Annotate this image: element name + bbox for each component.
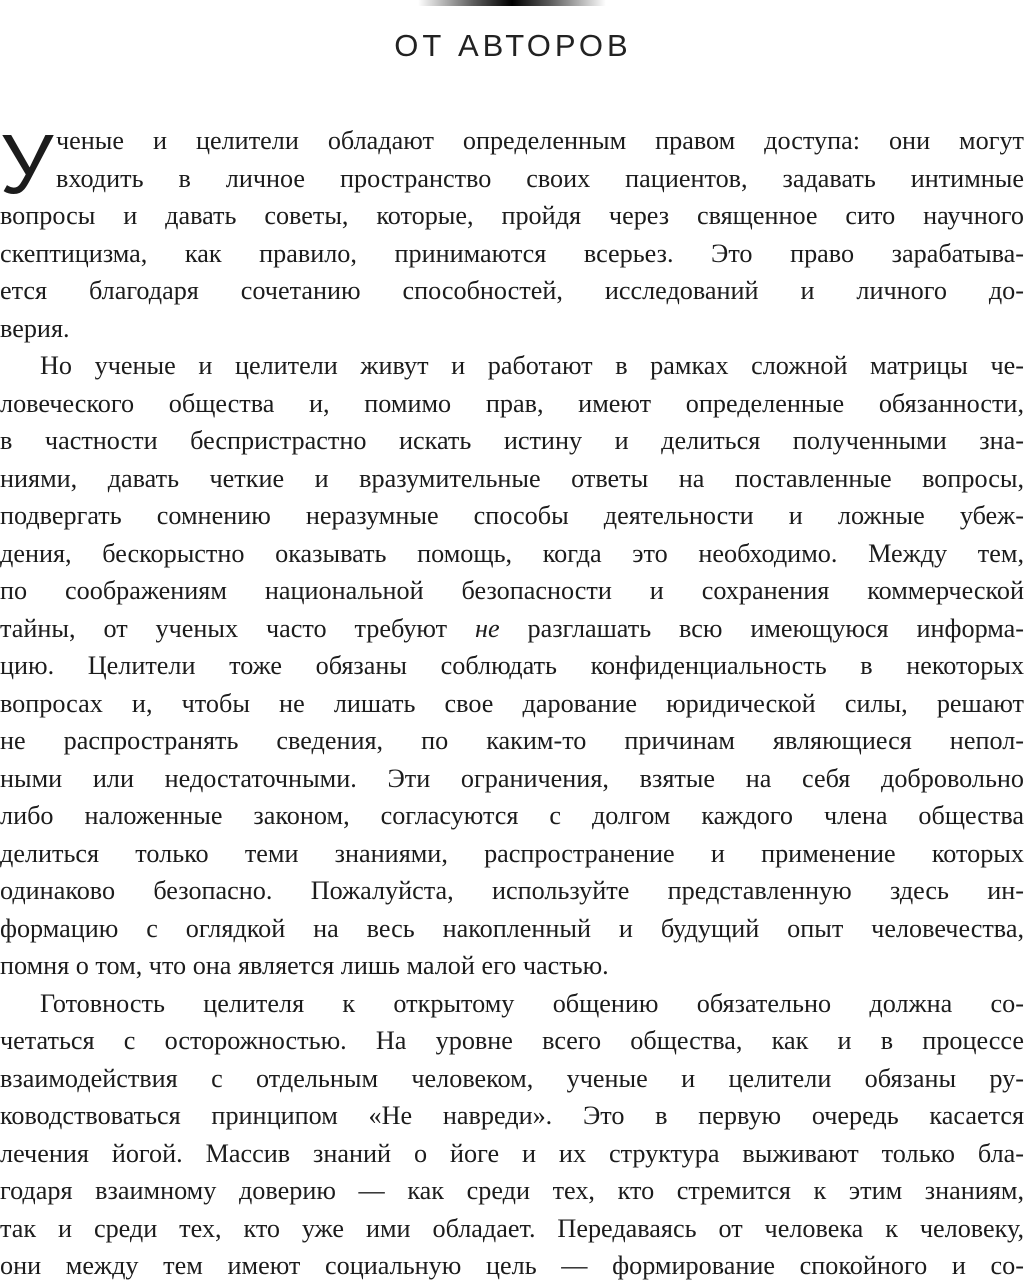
text-line: помня о том, что она является лишь малой его частью. — [0, 951, 609, 980]
text-line: так и среди тех, кто уже ими обладает. Передаваясь от человека к человеку, — [0, 1213, 1024, 1243]
text-line: вопросах и, чтобы не лишать свое дарование юридической силы, решают — [0, 688, 1024, 718]
text-line: скептицизма, как правило, принимаются всерьез. Это право зарабатыва- — [0, 238, 1024, 268]
emphasized-word: не — [474, 613, 500, 643]
body-text — [0, 117, 1024, 1285]
text-line: вопросы и давать советы, которые, пройдя через священное сито научного — [0, 201, 1024, 230]
text-line: они между тем имеют социальную цель — формирование спокойного и со- — [0, 1251, 1024, 1280]
text-line: ными или недостаточными. Эти ограничения, взятые на себя добровольно — [0, 763, 1024, 793]
text-line: четаться с осторожностью. На уровне всего общества, как и в процессе — [0, 1026, 1024, 1055]
text-line: либо наложенные законом, согласуются с долгом каждого члена общества — [0, 801, 1024, 830]
paragraph-1 — [0, 117, 1024, 347]
text-segment: разглашать всю имеющуюся информа- — [499, 613, 1024, 643]
text-line: Готовность целителя к открытому общению обязательно должна со- — [40, 988, 1024, 1018]
top-decorative-bar — [418, 0, 606, 6]
text-segment: тайны, от ученых часто требуют — [0, 613, 475, 643]
text-line: ется благодаря сочетанию способностей, исследований и личного до- — [0, 276, 1024, 305]
text-line: взаимодействия с отдельным человеком, ученые и целители обязаны ру- — [0, 1063, 1024, 1093]
text-line: Но ученые и целители живут и работают в рамках сложной матрицы че- — [40, 351, 1024, 380]
text-line: по соображениям национальной безопасности и сохранения коммерческой — [0, 576, 1024, 605]
text-line: верия. — [0, 313, 70, 343]
text-line: ченые и целители обладают определенным правом доступа: они могут — [56, 126, 1024, 155]
text-line: формацию с оглядкой на весь накопленный и будущий опыт человечества, — [0, 913, 1024, 943]
text-line: не распространять сведения, по каким-то причинам являющиеся непол- — [0, 726, 1024, 755]
text-line: одинаково безопасно. Пожалуйста, используйте представленную здесь ин- — [0, 876, 1024, 905]
paragraph-3 — [0, 985, 1024, 1285]
drop-cap: У — [0, 117, 54, 211]
text-line: ниями, давать четкие и вразумительные ответы на поставленные вопросы, — [0, 463, 1024, 493]
text-line: годаря взаимному доверию — как среди тех, кто стремится к этим знаниям, — [0, 1176, 1024, 1205]
text-line: делиться только теми знаниями, распространение и применение которых — [0, 838, 1024, 868]
text-line: лечения йогой. Массив знаний о йоге и их структура выживают только бла- — [0, 1138, 1024, 1168]
text-line: ководствоваться принципом «Не навреди». Это в первую очередь касается — [0, 1101, 1024, 1130]
text-line: входить в личное пространство своих пациентов, задавать интимные — [56, 163, 1024, 193]
text-line: цию. Целители тоже обязаны соблюдать конфиденциальность в некоторых — [0, 651, 1024, 680]
text-line: подвергать сомнению неразумные способы деятельности и ложные убеж- — [0, 501, 1024, 530]
text-line-with-emphasis — [0, 610, 1024, 648]
page-title: ОТ АВТОРОВ — [394, 28, 632, 63]
paragraph-2 — [0, 347, 1024, 985]
text-line: дения, бескорыстно оказывать помощь, когда это необходимо. Между тем, — [0, 538, 1024, 568]
text-line: в частности беспристрастно искать истину и делиться полученными зна- — [0, 426, 1024, 455]
text-line: ловеческого общества и, помимо прав, имеют определенные обязанности, — [0, 388, 1024, 418]
